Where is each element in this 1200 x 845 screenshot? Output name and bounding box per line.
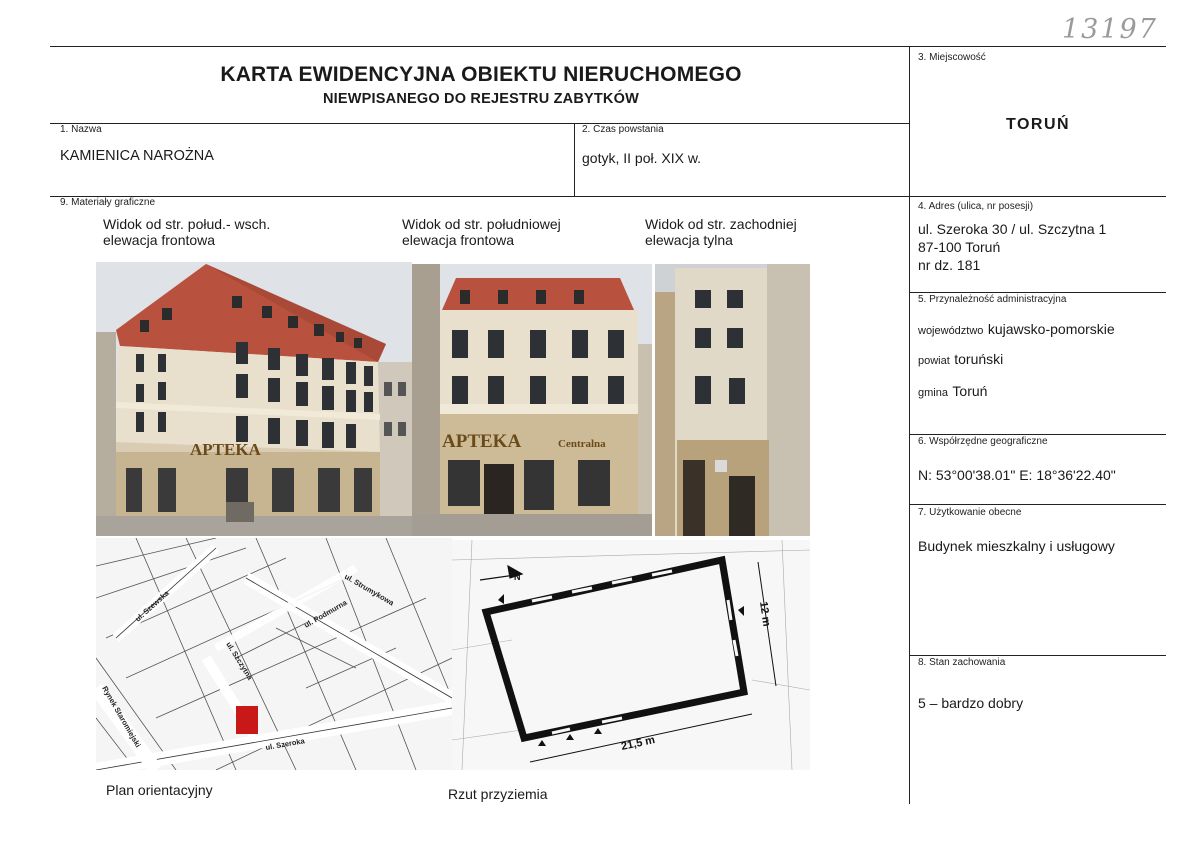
view-1-line-1: Widok od str. połud.- wsch. <box>103 216 271 232</box>
view-caption-3 <box>645 216 797 248</box>
right-column-divider <box>909 46 910 804</box>
street-szczytna: ul. Szczytna <box>224 640 255 682</box>
view-caption-1 <box>103 216 270 248</box>
locality-label: 3. Miejscowość <box>918 52 986 63</box>
photo-southeast-view <box>96 262 412 536</box>
locality-value: TORUŃ <box>1005 116 1071 133</box>
plan-width-label: 21,5 m <box>620 734 657 753</box>
address-line-3: nr dz. 181 <box>918 257 981 273</box>
map-caption: Plan orientacyjny <box>106 782 213 798</box>
voivodeship-value: kujawsko-pomorskie <box>987 321 1115 337</box>
coordinates-label: 6. Współrzędne geograficzne <box>918 436 1048 447</box>
top-rule <box>50 46 1166 47</box>
rule-after-usage <box>910 655 1166 656</box>
commune-value: Toruń <box>952 383 988 399</box>
card-title: KARTA EWIDENCYJNA OBIEKTU NIERUCHOMEGO <box>220 63 742 86</box>
county-prefix: powiat <box>918 355 950 367</box>
plan-depth-label: 12 m <box>757 600 773 628</box>
admin-label: 5. Przynależność administracyjna <box>918 294 1067 305</box>
address-line-1: ul. Szeroka 30 / ul. Szczytna 1 <box>918 221 1107 237</box>
view-2-line-1: Widok od str. południowej <box>402 216 561 232</box>
view-1-line-2: elewacja frontowa <box>103 232 216 248</box>
centralna-sign: Centralna <box>558 438 606 450</box>
north-marker: N <box>514 572 521 582</box>
coordinates-value: N: 53°00'38.01" E: 18°36'22.40" <box>918 467 1116 483</box>
voivodeship-row <box>918 321 1115 339</box>
rule-after-name <box>50 196 1166 197</box>
name-time-divider <box>574 123 575 197</box>
view-3-line-2: elewacja tylna <box>645 232 733 248</box>
apteka-sign-2: APTEKA <box>442 431 522 452</box>
catalog-number: 13197 <box>1062 14 1158 45</box>
county-value: toruński <box>954 351 1004 367</box>
card-subtitle: NIEWPISANEGO DO REJESTRU ZABYTKÓW <box>323 91 639 107</box>
condition-label: 8. Stan zachowania <box>918 657 1006 668</box>
graphics-label: 9. Materiały graficzne <box>60 197 156 208</box>
view-caption-2 <box>402 216 561 248</box>
rule-after-address <box>910 292 1166 293</box>
ground-floor-plan <box>452 540 810 770</box>
plan-caption: Rzut przyziemia <box>448 786 548 802</box>
usage-label: 7. Użytkowanie obecne <box>918 507 1022 518</box>
street-strumykowa: ul. Strumykowa <box>343 571 396 608</box>
address-label: 4. Adres (ulica, nr posesji) <box>918 201 1034 212</box>
rule-after-admin <box>910 434 1166 435</box>
voivodeship-prefix: województwo <box>918 325 984 337</box>
street-szeroka: ul. Szeroka <box>264 736 306 752</box>
photo-south-view <box>412 264 652 536</box>
view-2-line-2: elewacja frontowa <box>402 232 515 248</box>
county-row <box>918 351 1003 369</box>
photo-west-view <box>655 264 810 536</box>
usage-value: Budynek mieszkalny i usługowy <box>918 538 1115 554</box>
view-3-line-1: Widok od str. zachodniej <box>645 216 797 232</box>
name-label: 1. Nazwa <box>60 124 102 135</box>
apteka-sign-1: APTEKA <box>190 440 261 459</box>
construction-time-value: gotyk, II poł. XIX w. <box>582 150 702 166</box>
construction-time-label: 2. Czas powstania <box>582 124 664 135</box>
street-szewska: ul. Szewska <box>133 588 171 624</box>
street-rynek-staromiejski: Rynek Staromiejski <box>100 684 143 749</box>
commune-row <box>918 383 987 401</box>
rule-after-coords <box>910 504 1166 505</box>
address-line-2: 87-100 Toruń <box>918 239 1001 255</box>
condition-value: 5 – bardzo dobry <box>918 695 1024 711</box>
name-value: KAMIENICA NAROŻNA <box>60 148 214 164</box>
street-podmurna: ul. Podmurna <box>302 597 349 630</box>
highlighted-parcel <box>236 706 258 734</box>
location-map <box>96 538 452 770</box>
rule-after-title <box>50 123 910 124</box>
commune-prefix: gmina <box>918 387 948 399</box>
